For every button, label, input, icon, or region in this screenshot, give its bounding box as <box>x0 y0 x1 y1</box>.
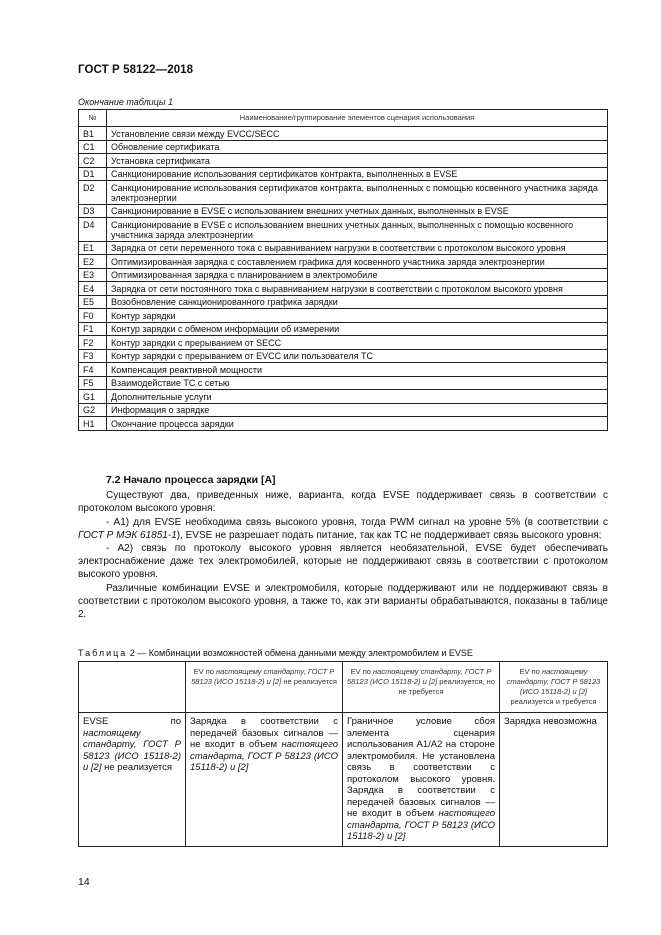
table2-row <box>79 713 608 847</box>
table2-header-row <box>79 662 608 713</box>
table2-caption-word: Таблица <box>78 648 128 658</box>
row-code: B1 <box>79 127 107 141</box>
table-row <box>79 349 608 363</box>
table2-cell-3: Зарядка невозможна <box>500 713 608 847</box>
row-code: E1 <box>79 241 107 255</box>
row-name: Контур зарядки <box>107 309 608 323</box>
table1-header-row <box>79 110 608 127</box>
table-row <box>79 295 608 309</box>
c2-ref: настоящего стандарта, ГОСТ Р 58123 (ИСО 15118-2) и [2] <box>347 808 495 842</box>
table2-cell-2 <box>343 713 500 847</box>
table2-caption-text: 2 — Комбинации возможностей обмена данными между электромобилем и EVSE <box>127 648 473 658</box>
r1-ref: настоящему стандарту, ГОСТ Р 58123 (ИСО 15118-2) и [2] <box>83 727 181 773</box>
row-name: Оптимизированная зарядка с составлением графика для косвенного участника заряда электроэнергии <box>107 255 608 269</box>
h1-text-a: EV по <box>193 667 217 676</box>
table-row <box>79 204 608 218</box>
table-row <box>79 417 608 431</box>
row-code: F4 <box>79 363 107 377</box>
r1-text-a: EVSE по <box>83 716 181 727</box>
table-row <box>79 403 608 417</box>
table2-header-3 <box>500 662 608 713</box>
row-name: Дополнительные услуги <box>107 390 608 404</box>
row-code: G1 <box>79 390 107 404</box>
table1-col-name: Наименование/группирование элементов сценария использования <box>107 110 608 127</box>
c1-ref: настоящего стандарта, ГОСТ Р 58123 (ИСО 15118-2) и [2] <box>190 739 338 773</box>
c1-text-a: Зарядка в соответствии с передачей базовых сигналов — не входит в объем <box>190 716 338 750</box>
row-name: Санкционирование в EVSE с использованием внешних учетных данных, выполненных в EVSE <box>107 204 608 218</box>
row-code: E3 <box>79 268 107 282</box>
row-name: Информация о зарядке <box>107 403 608 417</box>
paragraph-1: Существуют два, приведенных ниже, варианта, когда EVSE поддерживает связь в соответствии с протоколом высокого уровня: <box>78 490 608 515</box>
h2-ref: настоящему стандарту, ГОСТ Р 58123 (ИСО 15118-2) и [2] <box>347 667 492 686</box>
table-row <box>79 154 608 168</box>
table-row <box>79 127 608 141</box>
table-row <box>79 167 608 181</box>
table-row <box>79 218 608 242</box>
table2-caption <box>78 648 473 658</box>
row-name: Установление связи между EVCC/SECC <box>107 127 608 141</box>
table2-cell-1 <box>186 713 343 847</box>
table2-header-2 <box>343 662 500 713</box>
row-name: Окончание процесса зарядки <box>107 417 608 431</box>
table-row <box>79 336 608 350</box>
row-code: D2 <box>79 181 107 205</box>
row-name: Санкционирование в EVSE с использованием внешних учетных данных, выполненных с помощью косвенного участника заряда электроэнергии <box>107 218 608 242</box>
table1-caption: Окончание таблицы 1 <box>78 97 173 107</box>
row-name: Установка сертификата <box>107 154 608 168</box>
table-row <box>79 140 608 154</box>
table-row <box>79 255 608 269</box>
paragraph-2-text-b: ), EVSE не разрешает подать питание, так как ТС не поддерживает связь высокого уровня; <box>176 529 602 541</box>
row-code: F0 <box>79 309 107 323</box>
row-name: Взаимодействие ТС с сетью <box>107 376 608 390</box>
row-code: F2 <box>79 336 107 350</box>
c2-text-a: Граничное условие сбоя элемента сценария использования А1/А2 на стороне электромобиля. Не установлена связь в соответствии с протоколом высокого уровня. Зарядка в соответствии с передачей базовых сигналов — не входит в объем <box>347 716 495 819</box>
row-name: Обновление сертификата <box>107 140 608 154</box>
table-row <box>79 390 608 404</box>
standard-reference: ГОСТ Р МЭК 61851-1 <box>78 529 177 541</box>
h3-ref: настоящему стандарту, ГОСТ Р 58123 (ИСО 15118-2) и [2] <box>506 667 601 696</box>
row-name: Зарядка от сети переменного тока с выравниванием нагрузки в соответствии с протоколом высокого уровня <box>107 241 608 255</box>
row-code: F3 <box>79 349 107 363</box>
row-name: Контур зарядки с обменом информации об измерении <box>107 322 608 336</box>
table-row <box>79 322 608 336</box>
row-code: C2 <box>79 154 107 168</box>
row-code: G2 <box>79 403 107 417</box>
table-row <box>79 363 608 377</box>
row-code: D3 <box>79 204 107 218</box>
h3-text-c: реализуется и требуется <box>510 697 597 706</box>
row-name: Оптимизированная зарядка с планированием в электромобиле <box>107 268 608 282</box>
table-row <box>79 282 608 296</box>
row-code: C1 <box>79 140 107 154</box>
row-code: E2 <box>79 255 107 269</box>
row-code: D4 <box>79 218 107 242</box>
row-name: Компенсация реактивной мощности <box>107 363 608 377</box>
row-code: D1 <box>79 167 107 181</box>
row-name: Контур зарядки с прерыванием от SECC <box>107 336 608 350</box>
table1 <box>78 109 608 431</box>
row-code: H1 <box>79 417 107 431</box>
document-header: ГОСТ Р 58122—2018 <box>78 64 194 76</box>
row-name: Зарядка от сети постоянного тока с выравниванием нагрузки в соответствии с протоколом высокого уровня <box>107 282 608 296</box>
row-name: Возобновление санкционированного графика зарядки <box>107 295 608 309</box>
table2-empty-corner <box>79 662 186 713</box>
row-name: Контур зарядки с прерыванием от EVCC или пользователя ТС <box>107 349 608 363</box>
section-heading: 7.2 Начало процесса зарядки [А] <box>106 474 276 486</box>
row-code: F1 <box>79 322 107 336</box>
row-code: E5 <box>79 295 107 309</box>
table-row <box>79 376 608 390</box>
section-7-2 <box>78 474 608 621</box>
table2 <box>78 661 608 847</box>
page-number: 14 <box>78 876 90 888</box>
h2-text-a: EV по <box>350 667 374 676</box>
table-row <box>79 241 608 255</box>
table-row <box>79 268 608 282</box>
paragraph-4: Различные комбинации EVSE и электромобиля, которые поддерживают или не поддерживают связь в соответствии с протоколом высокого уровня, а также то, как эти варианты обрабатываются, показаны в таблице 2. <box>78 582 608 621</box>
table1-body <box>79 127 608 431</box>
table2-row-header <box>79 713 186 847</box>
row-name: Санкционирование использования сертификатов контракта, выполненных в EVSE <box>107 167 608 181</box>
h1-ref: настоящему стандарту, ГОСТ Р 58123 (ИСО 15118-2) и [2] <box>191 667 335 686</box>
table2-header-1 <box>186 662 343 713</box>
row-code: F5 <box>79 376 107 390</box>
r1-text-c: не реализуется <box>101 762 173 773</box>
table-row <box>79 309 608 323</box>
row-name: Санкционирование использования сертификатов контракта, выполненных с помощью косвенного участника заряда электроэнергии <box>107 181 608 205</box>
table1-col-code: № <box>79 110 107 127</box>
paragraph-3: - А2) связь по протоколу высокого уровня является необязательной, EVSE будет обеспечивать электроснабжение даже тех электромобилей, которые не поддерживают связь в соответствии с протоколом высокого уровня. <box>78 543 608 581</box>
h2-text-c: реализуется, но не требуется <box>398 677 495 696</box>
table-row <box>79 181 608 205</box>
row-code: E4 <box>79 282 107 296</box>
paragraph-2-text-a: - А1) для EVSE необходима связь высокого уровня, тогда PWM сигнал на уровне 5% (в соответствии с <box>106 516 608 528</box>
h3-text-a: EV по <box>519 667 542 676</box>
h1-text-c: не реализуется <box>281 677 337 686</box>
paragraph-2 <box>78 516 608 542</box>
